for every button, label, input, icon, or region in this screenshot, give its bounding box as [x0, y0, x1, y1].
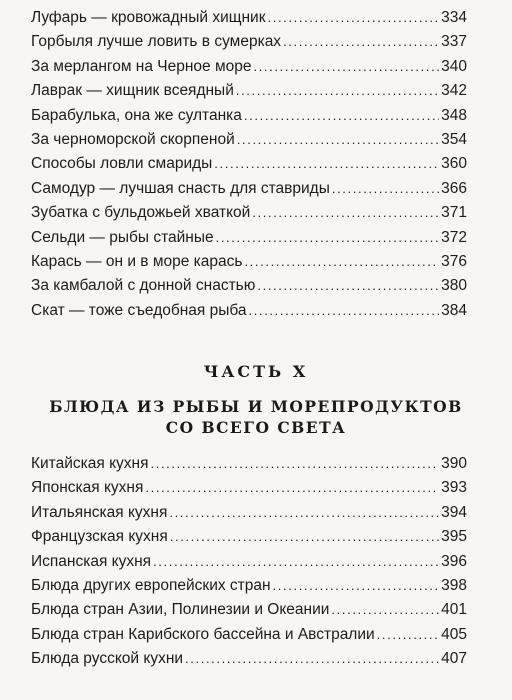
dot-leader [244, 104, 439, 128]
toc-entry [31, 299, 467, 323]
toc-entry [31, 550, 467, 574]
toc-entry-title: Блюда стран Азии, Полинезии и Океании [31, 601, 330, 619]
toc-entry-page-number: 394 [441, 503, 467, 521]
toc-entry [31, 30, 467, 54]
toc-entry [31, 104, 467, 128]
toc-entry-title: Зубатка с бульдожьей хваткой [31, 204, 251, 222]
toc-entry-page-number: 334 [441, 9, 467, 26]
dot-leader [153, 550, 439, 574]
toc-entry-title: Скат — тоже съедобная рыба [31, 301, 247, 319]
dot-leader [252, 201, 439, 225]
toc-entry-page-number: 395 [441, 528, 467, 546]
toc-entry [31, 525, 467, 549]
toc-entry-title: Китайская кухня [31, 455, 149, 472]
toc-entry [31, 177, 467, 201]
toc-entry-page-number: 380 [441, 277, 467, 295]
dot-leader [268, 6, 440, 30]
toc-entry-page-number: 405 [441, 625, 467, 643]
toc-entry-title: Луфарь — кровожадный хищник [31, 9, 266, 26]
toc-entry-title: Карась — он и в море карась [31, 252, 243, 270]
dot-leader [236, 79, 439, 103]
dot-leader [283, 30, 439, 54]
dot-leader [244, 250, 439, 274]
section-heading-line2: СО ВСЕГО СВЕТА [165, 418, 347, 437]
dot-leader [216, 226, 440, 250]
dot-leader [237, 128, 439, 152]
toc-entry-title: Горбыля лучше ловить в сумерках [31, 33, 282, 51]
toc-entry-page-number: 360 [441, 155, 467, 173]
toc-entry [31, 574, 467, 598]
part-heading: ЧАСТЬ X [203, 362, 309, 381]
toc-entry-title: Самодур — лучшая снасть для ставриды [31, 179, 330, 197]
toc-list-top [31, 6, 467, 323]
toc-entry-page-number: 384 [441, 301, 467, 319]
dot-leader [273, 574, 440, 598]
toc-entry-page-number: 393 [441, 479, 467, 497]
toc-entry-title: Блюда стран Карибского бассейна и Австралии [31, 625, 375, 643]
dot-leader [253, 55, 439, 79]
toc-entry-title: Барабулька, она же султанка [31, 106, 242, 124]
toc-entry-page-number: 396 [441, 552, 467, 570]
toc-entry-title: За мерлангом на Черное море [31, 57, 252, 75]
toc-entry-page-number: 337 [441, 33, 467, 51]
toc-entry [31, 201, 467, 225]
section-heading [0, 396, 512, 438]
toc-entry-page-number: 354 [441, 130, 467, 148]
toc-list-bottom [31, 452, 467, 672]
toc-entry [31, 501, 467, 525]
toc-entry-page-number: 366 [441, 179, 467, 197]
dot-leader [214, 152, 439, 176]
toc-entry-page-number: 376 [441, 252, 467, 270]
toc-entry-title: Способы ловли смариды [31, 155, 213, 173]
toc-entry-title: За камбалой с донной снастью [31, 277, 256, 295]
dot-leader [145, 476, 439, 500]
dot-leader [257, 274, 439, 298]
toc-entry-title: Японская кухня [31, 479, 144, 497]
toc-entry [31, 55, 467, 79]
dot-leader [249, 299, 440, 323]
toc-entry-title: Лаврак — хищник всеядный [31, 82, 234, 100]
toc-entry-title: Итальянская кухня [31, 503, 168, 521]
toc-entry-title: Сельди — рыбы стайные [31, 228, 214, 246]
toc-entry-page-number: 390 [441, 455, 467, 472]
toc-entry [31, 598, 467, 622]
toc-entry-page-number: 371 [441, 204, 467, 222]
toc-entry-page-number: 407 [441, 650, 467, 668]
toc-entry-page-number: 372 [441, 228, 467, 246]
toc-entry [31, 623, 467, 647]
toc-entry-title: Блюда других европейских стран [31, 576, 271, 594]
dot-leader [331, 598, 439, 622]
toc-entry-title: Испанская кухня [31, 552, 152, 570]
toc-entry [31, 152, 467, 176]
toc-entry-page-number: 401 [441, 601, 467, 619]
dot-leader [169, 501, 439, 525]
toc-entry [31, 6, 467, 30]
dot-leader [377, 623, 439, 647]
toc-entry-page-number: 342 [441, 82, 467, 100]
dot-leader [151, 452, 440, 476]
toc-entry [31, 274, 467, 298]
toc-entry-title: За черноморской скорпеной [31, 130, 235, 148]
toc-entry-page-number: 398 [441, 576, 467, 594]
toc-entry [31, 79, 467, 103]
toc-entry-title: Французская кухня [31, 528, 168, 546]
dot-leader [332, 177, 439, 201]
toc-entry-page-number: 348 [441, 106, 467, 124]
toc-entry [31, 476, 467, 500]
toc-entry [31, 128, 467, 152]
toc-entry [31, 647, 467, 671]
toc-entry [31, 250, 467, 274]
toc-entry [31, 452, 467, 476]
dot-leader [170, 525, 439, 549]
toc-entry [31, 226, 467, 250]
toc-entry-title: Блюда русской кухни [31, 650, 184, 668]
toc-entry-page-number: 340 [441, 57, 467, 75]
section-heading-line1: БЛЮДА ИЗ РЫБЫ И МОРЕПРОДУКТОВ [49, 397, 463, 416]
dot-leader [185, 647, 439, 671]
